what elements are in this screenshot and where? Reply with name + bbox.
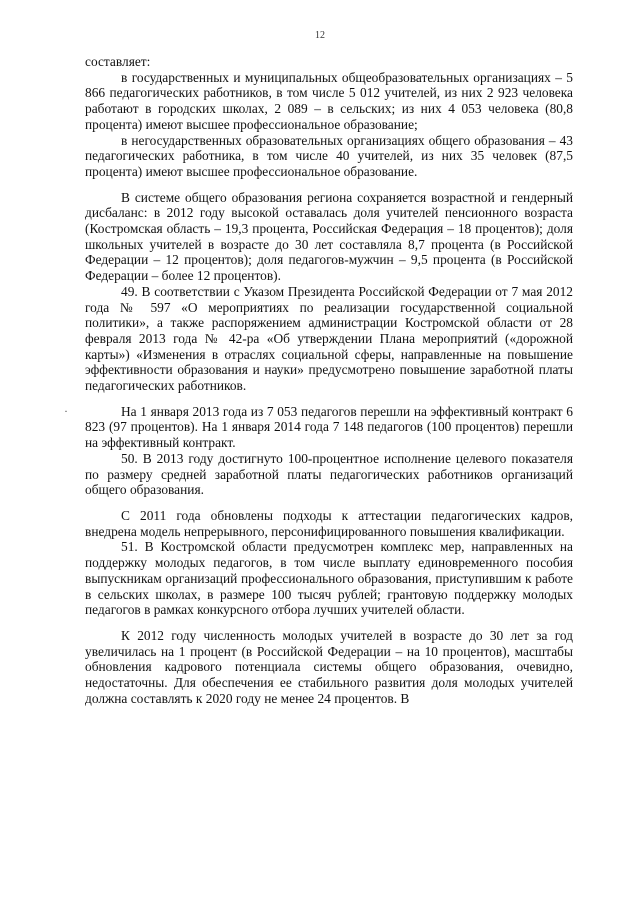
paragraph-effective-contract: На 1 января 2013 года из 7 053 педагогов перешли на эффективный контракт 6 823 (97 процентов). На 1 января 2014 года 7 148 педагогов (100 процентов) перешли на эффективный контракт. — [85, 403, 573, 451]
paragraph-private-organizations: в негосударственных образовательных организациях общего образования – 43 педагогических работника, в том числе 40 учителей, из них 35 человек (87,5 процента) имеют высшее профессиональное образование. — [85, 132, 573, 179]
document-body — [85, 54, 573, 706]
paragraph-lead: составляет: — [85, 54, 151, 69]
paragraph-item-49: 49. В соответствии с Указом Президента Российской Федерации от 7 мая 2012 года № 597 «О мероприятиях по реализации государственной социальной политики», а также распоряжением администрации Костромской области от 28 февраля 2013 года № 42-ра «Об утверждении Плана мероприятий («дорожной карты») «Изменения в отраслях социальной сферы, направленные на повышение эффективности образования и науки» предусмотрено повышение заработной платы педагогических работников. — [85, 283, 573, 394]
paragraph-young-teachers: К 2012 году численность молодых учителей в возрасте до 30 лет за год увеличилась на 1 процент (в Российской Федерации – на 10 процентов), масштабы обновления кадрового потенциала системы общего образования, очевидно, недостаточны. Для обеспечения ее стабильного развития доля молодых учителей должна составлять к 2020 году не менее 24 процентов. В — [85, 627, 573, 706]
page-number: 12 — [315, 30, 325, 41]
paragraph-item-50: 50. В 2013 году достигнуто 100-процентное исполнение целевого показателя по размеру средней заработной платы педагогических работников организаций общего образования. — [85, 450, 573, 498]
paragraph-state-organizations: в государственных и муниципальных общеобразовательных организациях – 5 866 педагогических работников, в том числе 5 012 учителей, из них 2 923 человека работают в городских школах, 2 089 – в сельских; из них 4 053 человека (80,8 процента) имеют высшее профессиональное образование; — [85, 69, 573, 132]
paragraph-item-51: 51. В Костромской области предусмотрен комплекс мер, направленных на поддержку молодых педагогов, в том числе выплату единовременного пособия выпускникам организаций профессионального образования, приступившим к работе в сельских школах, в размере 100 тысяч рублей; грантовую поддержку молодых педагогов в рамках конкурсного отбора лучших учителей области. — [85, 539, 573, 618]
paragraph-age-gender-imbalance: В системе общего образования региона сохраняется возрастной и гендерный дисбаланс: в 2012 году высокой оставалась доля учителей пенсионного возраста (Костромская область – 19,3 процента, Российская Федерация – 18 процентов); доля школьных учителей в возрасте до 30 лет составляла 8,7 процента (в Российской Федерации – 12 процентов); доля педагогов-мужчин – 9,5 процента (в Российской Федерации – более 12 процентов). — [85, 189, 573, 284]
paragraph-attestation: С 2011 года обновлены подходы к аттестации педагогических кадров, внедрена модель непрерывного, персонифицированного повышения квалификации. — [85, 507, 573, 539]
scan-mark: · — [64, 404, 68, 418]
